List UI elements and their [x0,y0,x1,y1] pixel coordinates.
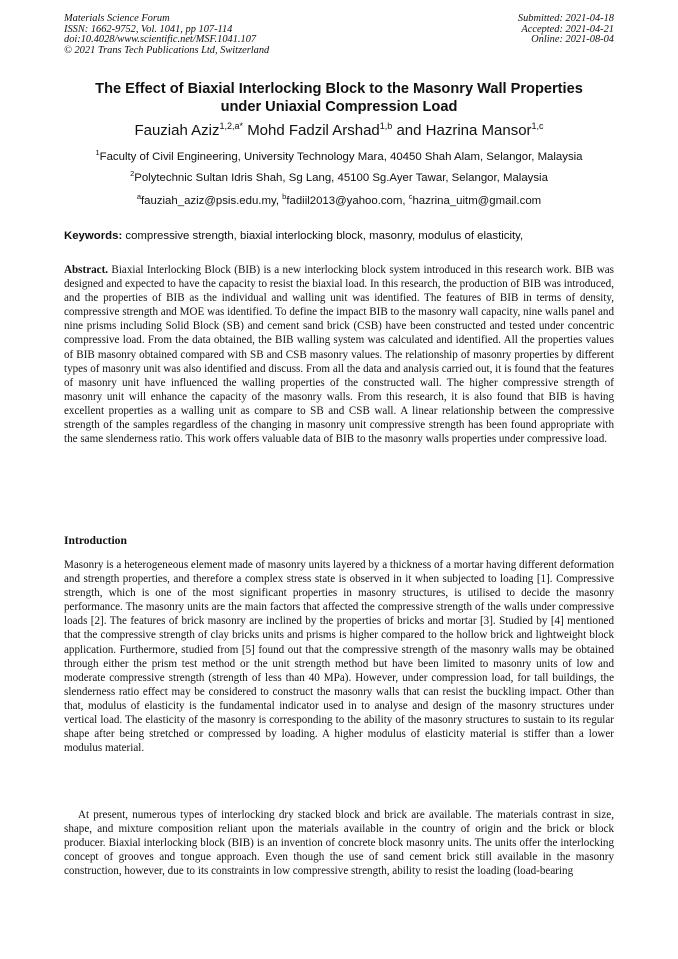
author-affiliation-mark: 1,b [379,121,393,131]
journal-info [64,14,269,56]
affiliation-text: Faculty of Civil Engineering, University Technology Mara, 40450 Shah Alam, Selangor, Malaysia [99,151,583,163]
journal-name: Materials Science Forum [64,13,170,24]
author-name: Hazrina Mansor [425,122,532,139]
author-affiliation-mark: 1,2,a* [219,121,244,131]
author-separator: and [392,122,426,139]
email-mark: c [408,192,413,202]
introduction-heading: Introduction [64,534,127,547]
affiliation-text: Polytechnic Sultan Idris Shah, Sg Lang, 45100 Sg.Ayer Tawar, Selangor, Malaysia [134,172,548,184]
email-mark: a [136,192,141,202]
copyright-line: © 2021 Trans Tech Publications Ltd, Switzerland [64,44,270,56]
affiliation-1 [30,150,648,164]
issn-line: ISSN: 1662-9752, Vol. 1041, pp 107-114 [64,23,233,35]
author-list [40,122,638,140]
abstract [64,263,614,446]
keywords-label: Keywords: [64,230,123,242]
author-affiliation-mark: 1,c [531,121,544,131]
title-line-2: under Uniaxial Compression Load [220,98,458,115]
affiliation-2 [30,171,648,185]
title-line-1: The Effect of Biaxial Interlocking Block to the Masonry Wall Properties [95,81,583,97]
accepted-date: Accepted: 2021-04-21 [521,23,614,35]
doi-line: doi:10.4028/www.scientific.net/MSF.1041.107 [64,34,257,46]
author-emails [30,194,648,208]
submission-dates [518,14,614,46]
abstract-label: Abstract. [64,264,109,276]
affiliation-mark: 1 [95,148,100,158]
email-mark: b [282,192,287,202]
introduction-paragraph-2: At present, numerous types of interlocking dry stacked block and brick are available. The materials contrast in size, shape, and mixture composition reliant upon the materials available in the country of origin and the brick or block producer. Biaxial interlocking block (BIB) is an invention of concrete block masonry units. The units offer the interlocking concept of grooves and tongue approach. Even though the use of sand cement brick still available in the masonry construction, however, due to its constraints in low compressive strength, ability to resist the loading (load-bearing [64,809,614,878]
email-address: fauziah_aziz@psis.edu.my, [141,195,283,207]
email-address: fadiil2013@yahoo.com, [286,195,409,207]
abstract-text: Biaxial Interlocking Block (BIB) is a new interlocking block system introduced in this research work. BIB was designed and expected to have the capacity to resist the biaxial load. In this research, the production of BIB was introduced, and the properties of BIB as the individual and walling unit was identified. The features of BIB in terms of density, compressive strength and MOE was identified. To define the impact BIB to the masonry wall capacity, nine walls panel and nine prisms including Solid Block (SB) and cement sand brick (CSB) have been constructed and tested under concentric compressive load. From the data obtained, the BIB walling system was calculated and identified. All the properties values of BIB masonry obtained compared with SB and CSB masonry values. The relationship of masonry properties by different types of masonry unit was also identified and discuss. From all the data and analysis carried out, it is found that the features of masonry unit have influenced the walling properties of the constructed wall. The higher compressive strength of masonry unit will enhance the capacity of the masonry walls. From this research, it is also found that BIB is having excellent properties as a walling unit as compare to SB and CSB wall. A linear relationship between the compressive strength of the samples regardless of the changing in masonry unit compressive strength has been found appropriate with the same slenderness ratio. This work offers valuable data of BIB to the masonry walls properties under compressive load. [64,264,614,446]
affiliation-mark: 2 [130,169,135,179]
introduction-paragraph-1: Masonry is a heterogeneous element made of masonry units layered by a thickness of a mortar having different deformation and strength properties, and therefore a complex stress state is observed in it when subjected to loading [1]. Compressive strength, which is one of the most significant properties in masonry structures, is utilised to decide the masonry performance. The masonry units are the main factors that affected the compressive strength of the walls under compressive loads [2]. The features of brick masonry are inclined by the properties of bricks and mortar [3]. Studied by [4] mentioned that the compressive strength of clay bricks units and prisms is higher compared to the hollow brick and lightweight block application. Furthermore, studied from [5] found out that the compressive strength of the masonry walls may be obtained through either the prism test method or the unit strength method but have been limited to masonry units of low and moderate compressive strength (strength of less than 40 MPa). However, under compression load, for tall buildings, the slenderness ratio effect may be considered to construct the masonry walls that can resist the buckling impact. Other than that, modulus of elasticity is the fundamental indicator used in to analyse and design of the masonry structures under vertical load. The elasticity of the masonry is corresponding to the ability of the masonry structures to sustain to its regular shape after being stretched or compressed by loading. A higher modulus of elasticity material is stiffer than a lower modulus material. [64,559,614,755]
keywords [64,229,624,243]
paper-title [50,81,628,116]
author-name: Fauziah Aziz [134,122,220,139]
keywords-text: compressive strength, biaxial interlocking block, masonry, modulus of elasticity, [122,230,524,242]
email-address: hazrina_uitm@gmail.com [412,195,542,207]
submitted-date: Submitted: 2021-04-18 [517,13,614,24]
online-date: Online: 2021-08-04 [531,34,614,46]
author-name: Mohd Fadzil Arshad [247,122,380,139]
